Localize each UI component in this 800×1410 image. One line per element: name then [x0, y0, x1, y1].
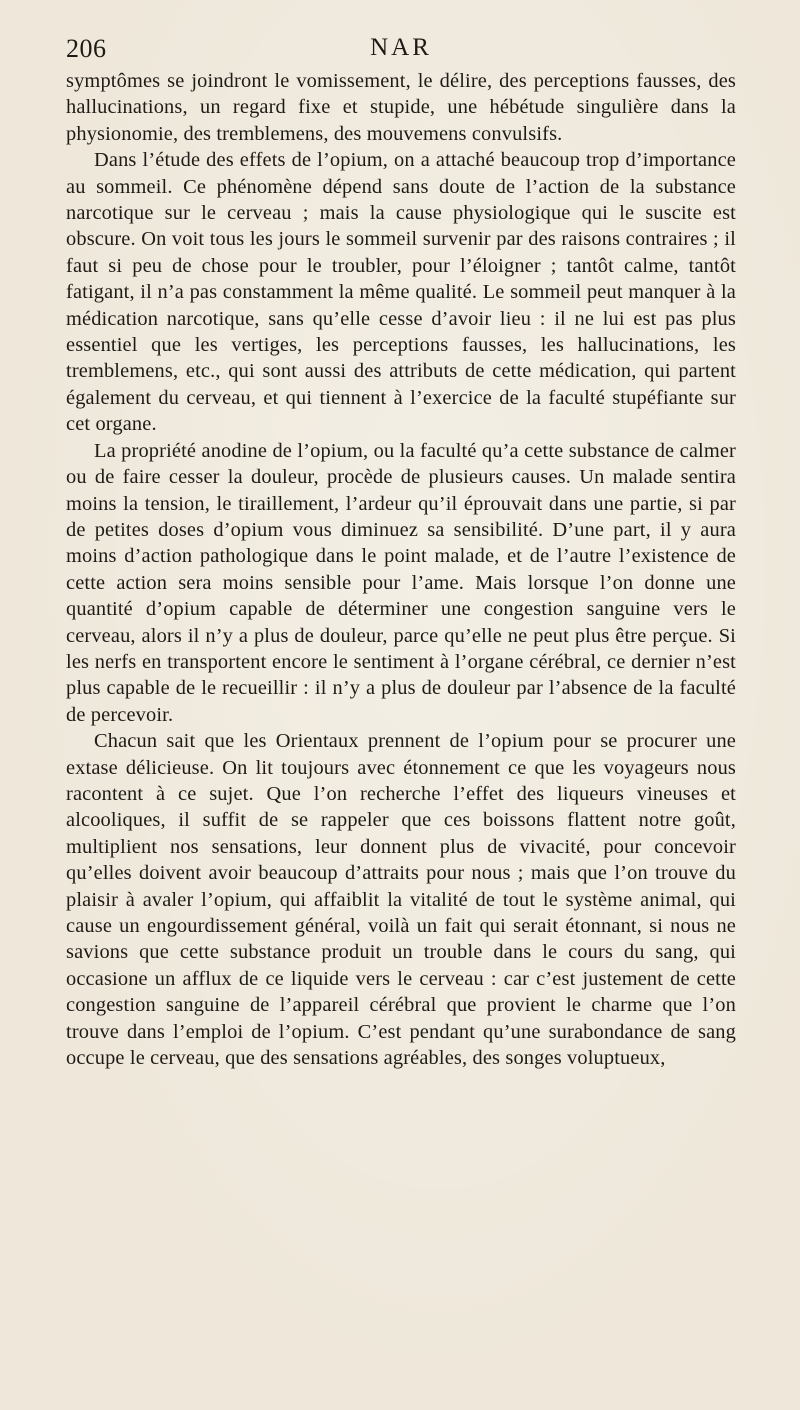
running-head: NAR [370, 34, 432, 61]
paragraph-continued: symptômes se joindront le vomissement, le délire, des perceptions fausses, des hallucinations, un regard fixe et stupide, une hébétude singulière dans la physionomie, des tremblemens, des mouvemens convulsifs. [66, 70, 736, 145]
paragraph-orientaux: Chacun sait que les Orientaux prennent de l’opium pour se procurer une extase délicieuse. On lit toujours avec étonnement ce que les voyageurs nous racontent à ce sujet. Que l’on recherche l’effet des liqueurs vineuses et alcooliques, il suffit de se rappeler que ces boissons flattent notre goût, multiplient nos sensations, leur donnent plus de vivacité, pour concevoir qu’elles doivent avoir beaucoup d’attraits pour nous ; mais que l’on trouve du plaisir à avaler l’opium, qui affaiblit la vitalité de tout le système animal, qui cause un engourdissement général, voilà un fait qui serait étonnant, si nous ne savions que cette substance produit un trouble dans le cours du sang, qui occasione un afflux de ce liquide vers le cerveau : car c’est justement de cette congestion sanguine de l’appareil cérébral que provient le charme que l’on trouve dans l’emploi de l’opium. C’est pendant qu’une surabondance de sang occupe le cerveau, que des sensations agréables, des songes voluptueux, [66, 730, 736, 1070]
page-number: 206 [66, 34, 107, 63]
page-header [66, 34, 736, 70]
body-text [66, 68, 736, 1071]
paragraph-sommeil: Dans l’étude des effets de l’opium, on a attaché beaucoup trop d’importance au sommeil. Ce phénomène dépend sans doute de l’action de la substance narcotique sur le cerveau ; mais la cause physiologique qui le suscite est obscure. On voit tous les jours le sommeil survenir par des raisons contraires ; il faut si peu de chose pour le troubler, pour l’éloigner ; tantôt calme, tantôt fatigant, il n’a pas constamment la même qualité. Le sommeil peut manquer à la médication narcotique, sans qu’elle cesse d’avoir lieu : il ne lui est pas plus essentiel que les vertiges, les perceptions fausses, les hallucinations, les tremblemens, etc., qui sont aussi des attributs de cette médication, qui partent également du cerveau, et qui tiennent à l’exercice de la faculté stupéfiante sur cet organe. [66, 149, 736, 436]
paragraph-anodine: La propriété anodine de l’opium, ou la faculté qu’a cette substance de calmer ou de faire cesser la douleur, procède de plusieurs causes. Un malade sentira moins la tension, le tiraillement, l’ardeur qu’il éprouvait dans une partie, si par de petites doses d’opium vous diminuez sa sensibilité. D’une part, il y aura moins d’action pathologique dans le point malade, et de l’autre l’existence de cette action sera moins sensible pour l’ame. Mais lorsque l’on donne une quantité d’opium capable de déterminer une congestion sanguine vers le cerveau, alors il n’y a plus de douleur, parce qu’elle ne peut plus être perçue. Si les nerfs en transportent encore le sentiment à l’organe cérébral, ce dernier n’est plus capable de le recueillir : il n’y a plus de douleur par l’absence de la faculté de percevoir. [66, 439, 736, 726]
